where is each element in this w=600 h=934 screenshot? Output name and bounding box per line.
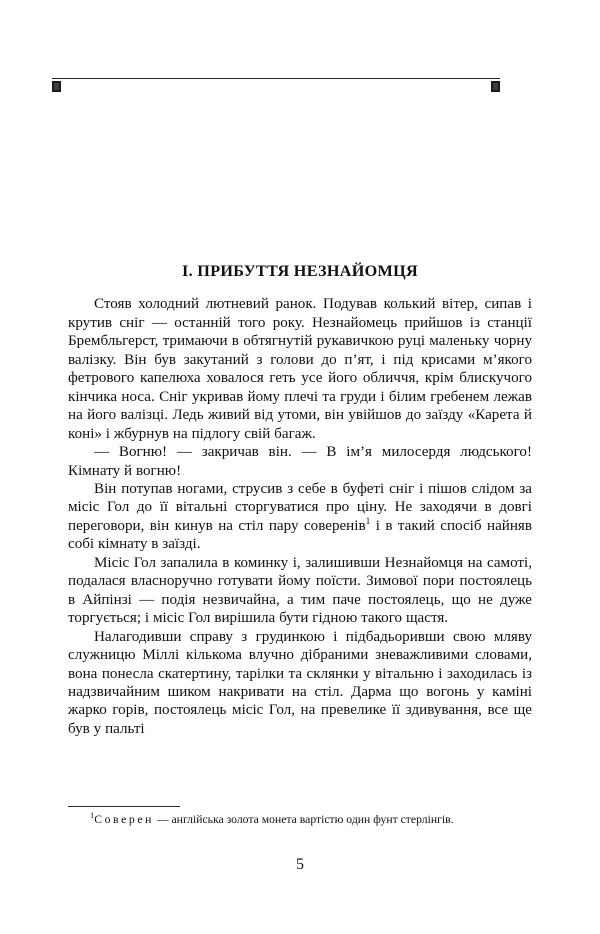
- body-paragraph: [68, 480, 532, 554]
- footnote-definition: — англійська золота монета вартістю один фунт стерлінгів.: [156, 813, 454, 826]
- footnote-marker: 1: [90, 810, 95, 821]
- ornament-square-left-icon: [52, 81, 61, 92]
- text-block: [68, 262, 532, 738]
- body-paragraph-text: Він потупав ногами, струсив з себе в буфеті сніг і пішов слідом за місіс Гол до її вітальні сторгуватися про ціну. Не заходячи в довгі переговори, він кинув на стіл пару соверенів: [68, 480, 532, 534]
- footnote-area: [68, 806, 532, 828]
- ornament-rule: [52, 78, 500, 79]
- footnote-reference-marker[interactable]: 1: [365, 516, 371, 527]
- ornament-square-right-icon: [491, 81, 500, 92]
- page-number: 5: [296, 856, 304, 873]
- body-paragraph: Стояв холодний лютневий ранок. Подував колький вітер, сипав і крутив сніг — останній того року. Незнайомець прийшов із станції Брембльгерст, тримаючи в обтягнутій рукавичкою руці маленьку чорну валізку. Він був закутаний з голови до п’ят, і під крисами м’якого фетрового капелюха ховалося геть усе його обличчя, крім блискучого кінчика носа. Сніг укривав йому плечі та груди і білим гребенем лежав на його валізці. Ледь живий від утоми, він увійшов до заїзду «Карета й коні» і жбурнув на підлогу свій багаж.: [68, 296, 532, 442]
- body-paragraph-text-tail: і в такий спосіб найняв собі кімнату в заїзді.: [68, 517, 532, 553]
- chapter-title: I. ПРИБУТТЯ НЕЗНАЙОМЦЯ: [182, 262, 418, 280]
- footnote-term: Соверен: [94, 813, 154, 826]
- body-paragraph: Місіс Гол запалила в коминку і, залишивши Незнайомця на самоті, подалася власноручно готувати йому поїсти. Зимової пори постоялець в Айпінзі — подія незвичайна, а тим паче постоялець, що не дуже торгується; і місіс Гол вирішила бути гідною такого щастя.: [68, 554, 532, 627]
- footnote-entry: [68, 810, 532, 828]
- footnote-separator-rule: [68, 806, 180, 807]
- body-paragraph: — Вогню! — закричав він. — В ім’я милосердя людського! Кімнату й вогню!: [68, 444, 532, 479]
- header-ornament: [52, 78, 500, 100]
- body-paragraph: Налагодивши справу з грудинкою і підбадьоривши свою мляву служницю Міллі кількома влучно дібраними зневажливими словами, вона понесла скатертину, тарілки та склянки у вітальню і заходилась із надзвичайним шиком накривати на стіл. Дарма що вогонь у каміні жарко горів, постоялець місіс Гол, на превелике її здивування, все ще був у пальті: [68, 628, 532, 737]
